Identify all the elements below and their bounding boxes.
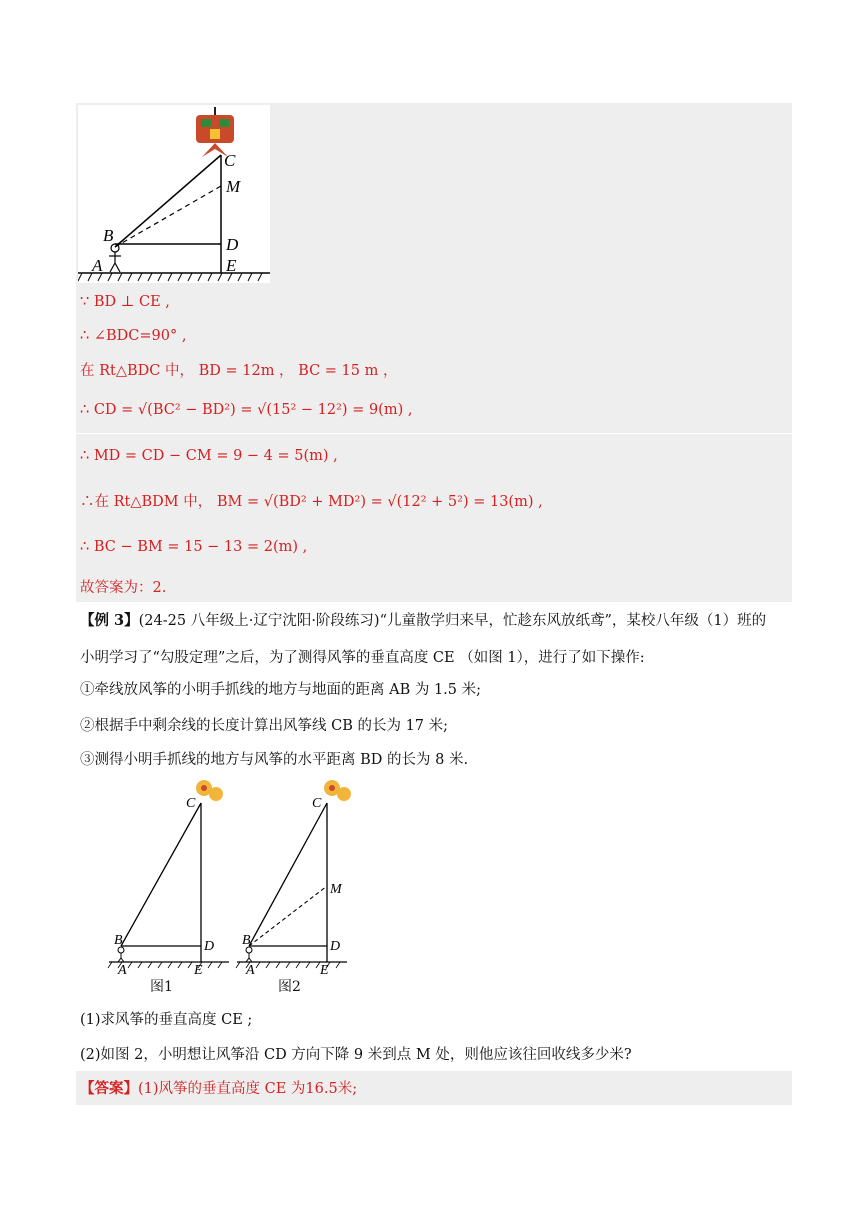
question-2: (2)如图 2，小明想让风筝沿 CD 方向下降 9 米到点 M 处，则他应该往回收线多少米? [80,1047,632,1063]
person-icon-fig2 [246,947,252,962]
label-M: M [226,177,241,196]
example3-tag: 【例 3】 [80,612,139,629]
solution-line-6: ∴在 Rt△BDM 中， BM = √(BD² + MD²) = √(12² + 5²) = 13(m) , [80,494,543,510]
figure-2 [232,776,362,976]
fig1-label-E: E [194,963,203,976]
example3-step-2: ②根据手中剩余线的长度计算出风筝线 CB 的长为 17 米; [80,718,449,734]
label-D: D [226,235,239,254]
answer-line [80,1074,792,1104]
final-answer: 故答案为：2. [80,580,167,596]
example3-text2: 小明学习了“勾股定理”之后，为了测得风筝的垂直高度 CE （如图 1），进行了如下操作: [80,650,645,666]
fig2-label-A: A [246,963,255,976]
fig2-caption: 图2 [278,979,301,995]
label-E: E [226,256,237,275]
example3-step-3: ③测得小明手抓线的地方与风筝的水平距离 BD 的长为 8 米. [80,752,469,768]
figure-1 [104,776,234,976]
fig1-label-D: D [204,939,215,954]
example3-header [80,606,792,636]
solution-line-7: ∴ BC − BM = 15 − 13 = 2(m) , [80,539,308,555]
fig2-label-B: B [242,933,251,948]
kite-icon-fig1 [196,780,223,801]
solution-line-4: ∴ CD = √(BC² − BD²) = √(15² − 12²) = 9(m) , [80,402,413,418]
question-1: (1)求风筝的垂直高度 CE ; [80,1012,253,1028]
example3-text1: “儿童散学归来早，忙趁东风放纸鸢”，某校八年级（1）班的 [379,613,767,629]
fig2-label-E: E [320,963,329,976]
solution-line-1: ∵ BD ⊥ CE , [80,294,170,310]
solution-line-5: ∴ MD = CD − CM = 9 − 4 = 5(m) , [80,448,338,464]
fig2-label-M: M [330,882,342,897]
fig1-label-A: A [118,963,127,976]
answer-tag: 【答案】 [80,1080,138,1097]
kite-figure-top [78,105,270,283]
fig1-label-C: C [186,796,196,811]
label-B: B [103,226,114,245]
example3-step-1: ①牵线放风筝的小明手抓线的地方与地面的距离 AB 为 1.5 米; [80,682,482,698]
fig2-label-C: C [312,796,322,811]
fig2-label-D: D [330,939,341,954]
solution-line-2: ∴ ∠BDC=90° , [80,328,187,344]
label-A: A [92,256,103,275]
kite-icon-fig2 [324,780,351,801]
example3-source: (24-25 八年级上·辽宁沈阳·阶段练习) [138,613,380,629]
label-C: C [224,151,236,170]
answer-text: (1)风筝的垂直高度 CE 为16.5米; [138,1081,358,1097]
solution-line-3: 在 Rt△BDC 中， BD = 12m ， BC = 15 m ， [80,363,398,379]
fig1-caption: 图1 [150,979,173,995]
person-icon-fig1 [118,947,124,962]
fig1-label-B: B [114,933,123,948]
